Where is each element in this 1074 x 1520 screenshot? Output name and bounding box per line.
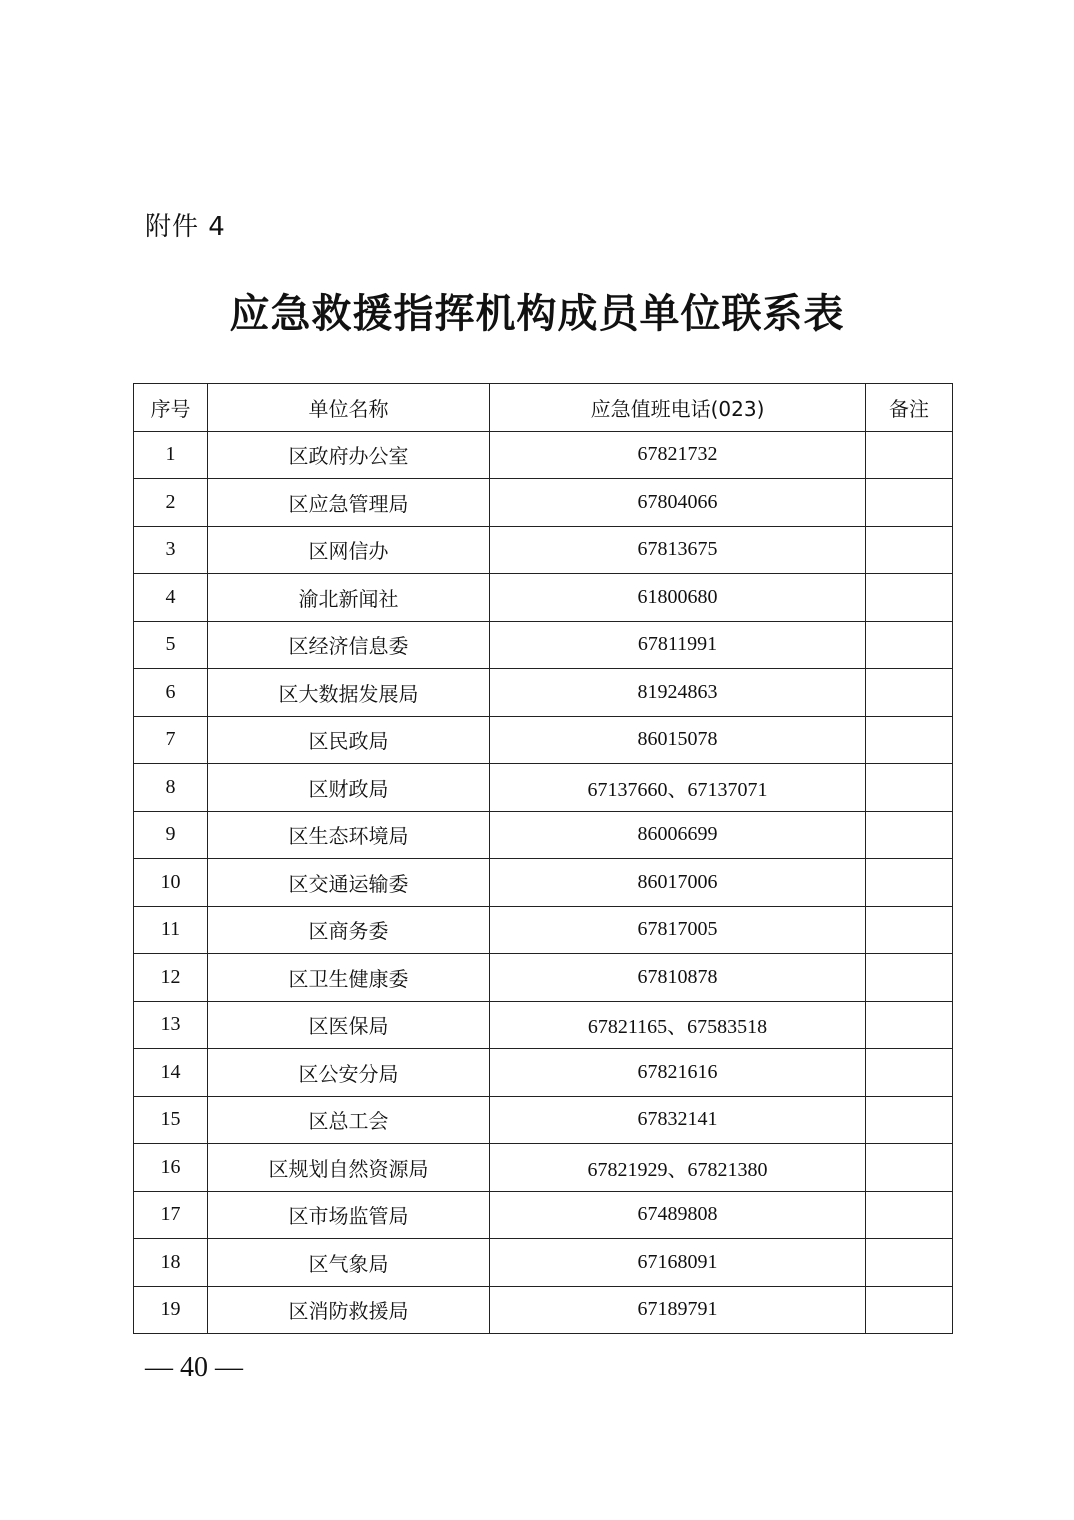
table-header-row: [134, 384, 953, 432]
table-row: [134, 669, 953, 717]
row-unit-cell: 区总工会: [208, 1096, 490, 1144]
row-note-cell: [866, 1096, 953, 1144]
row-phone-cell: 67811991: [490, 621, 866, 669]
row-note-cell: [866, 906, 953, 954]
row-note-cell: [866, 669, 953, 717]
row-phone-cell: 86015078: [490, 716, 866, 764]
table-row: [134, 1191, 953, 1239]
table-row: [134, 1001, 953, 1049]
row-phone-cell: 67810878: [490, 954, 866, 1002]
row-unit-cell: 区市场监管局: [208, 1191, 490, 1239]
table-row: [134, 526, 953, 574]
row-serial-cell: 2: [134, 479, 208, 527]
row-note-cell: [866, 1191, 953, 1239]
row-unit-cell: 区医保局: [208, 1001, 490, 1049]
row-phone-cell: 67821165、67583518: [490, 1001, 866, 1049]
row-phone-cell: 67832141: [490, 1096, 866, 1144]
row-note-cell: [866, 954, 953, 1002]
row-note-cell: [866, 1239, 953, 1287]
row-unit-cell: 区应急管理局: [208, 479, 490, 527]
table-row: [134, 431, 953, 479]
row-unit-cell: 区大数据发展局: [208, 669, 490, 717]
row-note-cell: [866, 1286, 953, 1334]
row-serial-cell: 9: [134, 811, 208, 859]
row-unit-cell: 区政府办公室: [208, 431, 490, 479]
row-unit-cell: 区卫生健康委: [208, 954, 490, 1002]
row-unit-cell: 区财政局: [208, 764, 490, 812]
table-row: [134, 859, 953, 907]
table-row: [134, 621, 953, 669]
header-serial: 序号: [134, 384, 208, 432]
row-phone-cell: 61800680: [490, 574, 866, 622]
row-phone-cell: 86006699: [490, 811, 866, 859]
table-row: [134, 764, 953, 812]
row-unit-cell: 区气象局: [208, 1239, 490, 1287]
row-serial-cell: 7: [134, 716, 208, 764]
table-row: [134, 1286, 953, 1334]
row-note-cell: [866, 1144, 953, 1192]
row-phone-cell: 67821929、67821380: [490, 1144, 866, 1192]
row-unit-cell: 渝北新闻社: [208, 574, 490, 622]
row-phone-cell: 67804066: [490, 479, 866, 527]
row-unit-cell: 区民政局: [208, 716, 490, 764]
header-unit-name: 单位名称: [208, 384, 490, 432]
row-serial-cell: 11: [134, 906, 208, 954]
row-serial-cell: 15: [134, 1096, 208, 1144]
table-row: [134, 954, 953, 1002]
header-note: 备注: [866, 384, 953, 432]
row-serial-cell: 1: [134, 431, 208, 479]
row-note-cell: [866, 811, 953, 859]
table-row: [134, 1096, 953, 1144]
row-serial-cell: 19: [134, 1286, 208, 1334]
row-unit-cell: 区公安分局: [208, 1049, 490, 1097]
row-serial-cell: 10: [134, 859, 208, 907]
document-title: 应急救援指挥机构成员单位联系表: [229, 291, 845, 337]
row-unit-cell: 区商务委: [208, 906, 490, 954]
row-unit-cell: 区交通运输委: [208, 859, 490, 907]
page-number: — 40 —: [145, 1352, 243, 1383]
row-serial-cell: 8: [134, 764, 208, 812]
row-note-cell: [866, 859, 953, 907]
table-row: [134, 716, 953, 764]
header-phone: 应急值班电话(023): [490, 384, 866, 432]
row-note-cell: [866, 526, 953, 574]
row-phone-cell: 67168091: [490, 1239, 866, 1287]
row-phone-cell: 67821616: [490, 1049, 866, 1097]
row-serial-cell: 18: [134, 1239, 208, 1287]
table-row: [134, 574, 953, 622]
table-row: [134, 811, 953, 859]
contact-table: [133, 383, 953, 1334]
row-unit-cell: 区经济信息委: [208, 621, 490, 669]
table-row: [134, 1144, 953, 1192]
row-serial-cell: 3: [134, 526, 208, 574]
attachment-label: 附件 4: [145, 212, 226, 242]
row-phone-cell: 86017006: [490, 859, 866, 907]
row-note-cell: [866, 764, 953, 812]
row-phone-cell: 67189791: [490, 1286, 866, 1334]
row-unit-cell: 区网信办: [208, 526, 490, 574]
row-note-cell: [866, 479, 953, 527]
table-row: [134, 1239, 953, 1287]
row-unit-cell: 区规划自然资源局: [208, 1144, 490, 1192]
row-note-cell: [866, 574, 953, 622]
row-phone-cell: 81924863: [490, 669, 866, 717]
row-serial-cell: 12: [134, 954, 208, 1002]
row-serial-cell: 5: [134, 621, 208, 669]
row-note-cell: [866, 1049, 953, 1097]
row-phone-cell: 67489808: [490, 1191, 866, 1239]
table-row: [134, 479, 953, 527]
row-serial-cell: 13: [134, 1001, 208, 1049]
row-note-cell: [866, 716, 953, 764]
table-row: [134, 906, 953, 954]
row-serial-cell: 17: [134, 1191, 208, 1239]
row-note-cell: [866, 621, 953, 669]
table-row: [134, 1049, 953, 1097]
row-phone-cell: 67813675: [490, 526, 866, 574]
row-note-cell: [866, 431, 953, 479]
row-serial-cell: 6: [134, 669, 208, 717]
row-serial-cell: 4: [134, 574, 208, 622]
row-unit-cell: 区消防救援局: [208, 1286, 490, 1334]
row-phone-cell: 67817005: [490, 906, 866, 954]
row-serial-cell: 14: [134, 1049, 208, 1097]
row-phone-cell: 67821732: [490, 431, 866, 479]
row-phone-cell: 67137660、67137071: [490, 764, 866, 812]
row-serial-cell: 16: [134, 1144, 208, 1192]
row-unit-cell: 区生态环境局: [208, 811, 490, 859]
table-body: [134, 431, 953, 1334]
row-note-cell: [866, 1001, 953, 1049]
